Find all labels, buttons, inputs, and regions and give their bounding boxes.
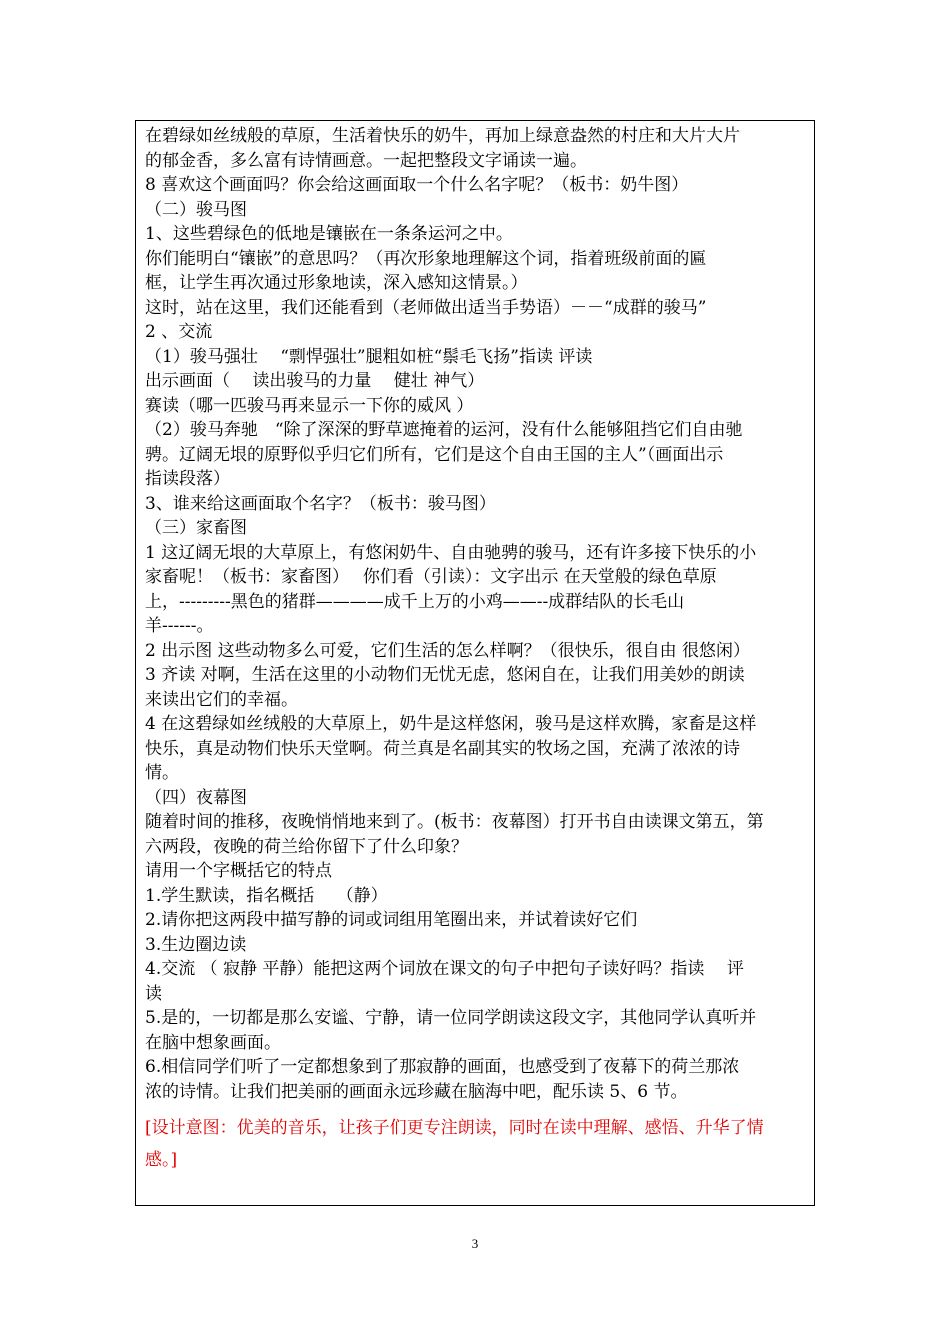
text-line: 1 这辽阔无垠的大草原上，有悠闲奶牛、自由驰骋的骏马，还有许多接下快乐的小 xyxy=(145,542,757,563)
text-line: 快乐，真是动物们快乐天堂啊。荷兰真是名副其实的牧场之国，充满了浓浓的诗 xyxy=(145,738,740,759)
text-line: 1.学生默读，指名概括 （静） xyxy=(145,885,388,906)
text-line: 框，让学生再次通过形象地读，深入感知这情景。） xyxy=(145,273,528,293)
text-line: 读 xyxy=(145,983,162,1004)
page-number: 3 xyxy=(471,1236,479,1251)
text-line: 3、谁来给这画面取个名字？（板书：骏马图） xyxy=(145,493,496,514)
text-line: （1）骏马强壮 “剽悍强壮”腿粗如桩“鬃毛飞扬”指读 评读 xyxy=(145,346,593,367)
text-line: 赛读（哪一匹骏马再来显示一下你的威风 ） xyxy=(145,395,474,416)
lesson-plan-body xyxy=(145,124,809,1176)
text-line: 的郁金香，多么富有诗情画意。一起把整段文字诵读一遍。 xyxy=(145,150,587,171)
text-line: 8 喜欢这个画面吗？你会给这画面取一个什么名字呢？（板书：奶牛图） xyxy=(145,175,689,195)
design-note-line: 感。] xyxy=(145,1150,178,1170)
text-line: 浓的诗情。让我们把美丽的画面永远珍藏在脑海中吧，配乐读 5、6 节。 xyxy=(145,1081,688,1102)
text-line: （四）夜幕图 xyxy=(145,787,247,808)
text-line: 2 出示图 这些动物多么可爱，它们生活的怎么样啊？（很快乐，很自由 很悠闲） xyxy=(145,640,751,661)
text-line: 你们能明白“镶嵌”的意思吗？（再次形象地理解这个词，指着班级前面的匾 xyxy=(145,248,707,269)
text-line: 2.请你把这两段中描写静的词或词组用笔圈出来，并试着读好它们 xyxy=(145,910,638,930)
text-line: （2）骏马奔驰 “除了深深的野草遮掩着的运河，没有什么能够阻挡它们自由驰 xyxy=(145,420,743,440)
text-line: 3 齐读 对啊，生活在这里的小动物们无忧无虑，悠闲自在，让我们用美妙的朗读 xyxy=(145,665,745,685)
text-line: 1、这些碧绿色的低地是镶嵌在一条条运河之中。 xyxy=(145,224,513,244)
text-line: 出示画面（ 读出骏马的力量 健壮 神气） xyxy=(145,371,485,391)
text-line: 4 在这碧绿如丝绒般的大草原上，奶牛是这样悠闲，骏马是这样欢腾，家畜是这样 xyxy=(145,714,757,734)
text-line: 5.是的，一切都是那么安谧、宁静，请一位同学朗读这段文字，其他同学认真听并 xyxy=(145,1008,757,1028)
text-line: 羊------。 xyxy=(145,616,214,636)
text-line: 随着时间的推移，夜晚悄悄地来到了。(板书：夜幕图）打开书自由读课文第五，第 xyxy=(145,812,764,832)
text-line: （二）骏马图 xyxy=(145,199,247,220)
text-line: 4.交流 （ 寂静 平静）能把这两个词放在课文的句子中把句子读好吗？指读 评 xyxy=(145,959,744,979)
text-line: 六两段，夜晚的荷兰给你留下了什么印象？ xyxy=(145,836,468,857)
text-line: 在脑中想象画面。 xyxy=(145,1032,281,1053)
text-line: 3.生边圈边读 xyxy=(145,934,247,955)
text-line: 2 、交流 xyxy=(145,322,213,342)
text-line: 请用一个字概括它的特点 xyxy=(145,861,332,881)
text-line: 指读段落） xyxy=(145,469,230,489)
design-intent-note xyxy=(145,1112,809,1176)
text-line: （三）家畜图 xyxy=(145,518,247,538)
text-line: 骋。辽阔无垠的原野似乎归它们所有，它们是这个自由王国的主人”（画面出示 xyxy=(145,444,724,465)
text-line: 在碧绿如丝绒般的草原，生活着快乐的奶牛，再加上绿意盎然的村庄和大片大片 xyxy=(145,126,740,146)
text-line: 来读出它们的幸福。 xyxy=(145,689,298,710)
text-line: 家畜呢！（板书：家畜图） 你们看（引读）：文字出示 在天堂般的绿色草原 xyxy=(145,567,717,587)
text-line: 上，---------黑色的猪群————成千上万的小鸡——--成群结队的长毛山 xyxy=(145,591,685,612)
text-line: 情。 xyxy=(145,763,179,783)
text-line: 这时，站在这里，我们还能看到（老师做出适当手势语）－－“成群的骏马” xyxy=(145,297,707,318)
design-note-line: [设计意图：优美的音乐，让孩子们更专注朗读，同时在读中理解、感悟、升华了情 xyxy=(145,1118,764,1138)
lesson-text xyxy=(145,124,809,1104)
text-line: 6.相信同学们听了一定都想象到了那寂静的画面，也感受到了夜幕下的荷兰那浓 xyxy=(145,1057,740,1077)
